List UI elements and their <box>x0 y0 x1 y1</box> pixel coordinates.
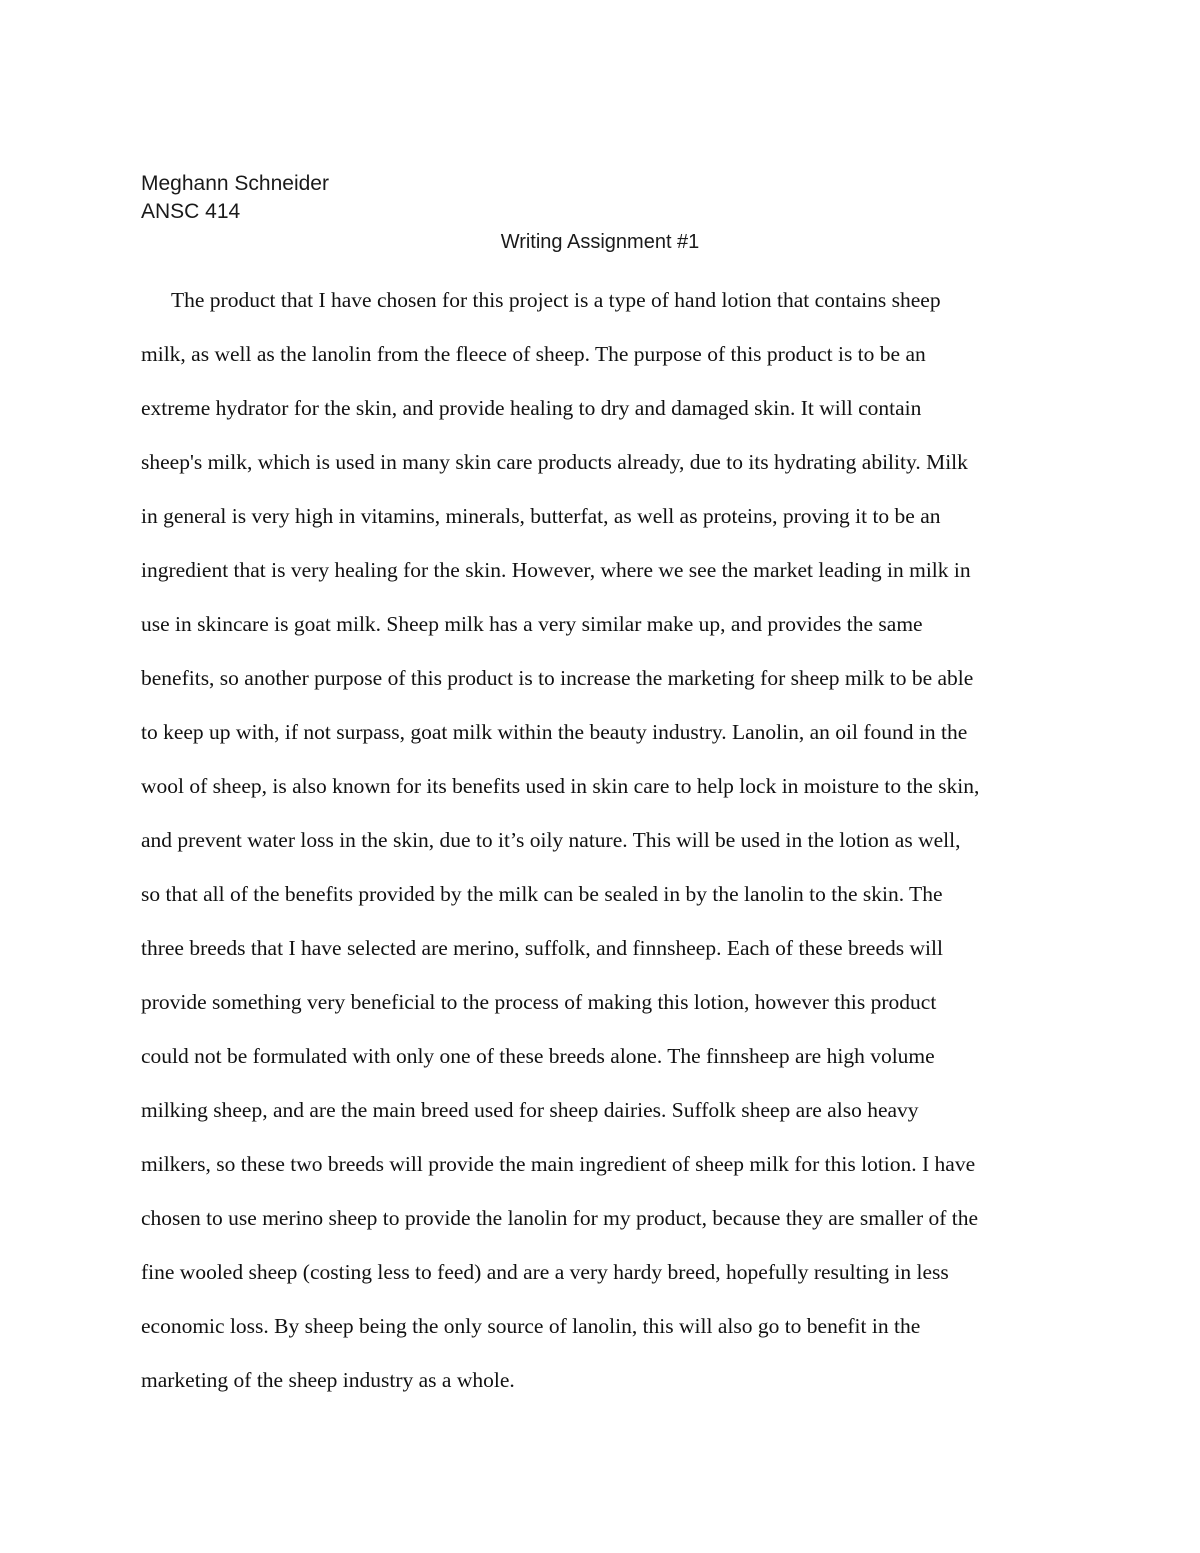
course-code: ANSC 414 <box>141 200 241 223</box>
paragraph-line: milk, as well as the lanolin from the fleece of sheep. The purpose of this product is to be an <box>141 342 926 366</box>
paragraph-line: extreme hydrator for the skin, and provide healing to dry and damaged skin. It will contain <box>141 396 922 420</box>
document-header <box>141 170 329 226</box>
paragraph-line: three breeds that I have selected are merino, suffolk, and finnsheep. Each of these breeds will <box>141 936 943 960</box>
paragraph-line: wool of sheep, is also known for its benefits used in skin care to help lock in moisture to the skin, <box>141 774 980 798</box>
paragraph-line: use in skincare is goat milk. Sheep milk has a very similar make up, and provides the same <box>141 612 923 636</box>
paragraph-line: milking sheep, and are the main breed used for sheep dairies. Suffolk sheep are also heavy <box>141 1098 919 1122</box>
paragraph-line: to keep up with, if not surpass, goat milk within the beauty industry. Lanolin, an oil found in the <box>141 720 968 744</box>
paragraph-line: in general is very high in vitamins, minerals, butterfat, as well as proteins, proving it to be an <box>141 504 941 528</box>
paragraph-line: and prevent water loss in the skin, due to it’s oily nature. This will be used in the lotion as well, <box>141 828 961 852</box>
paragraph-line: could not be formulated with only one of these breeds alone. The finnsheep are high volume <box>141 1044 935 1068</box>
paragraph-line: milkers, so these two breeds will provide the main ingredient of sheep milk for this lotion. I have <box>141 1152 976 1176</box>
paragraph-line: provide something very beneficial to the process of making this lotion, however this product <box>141 990 937 1014</box>
paragraph-line: ingredient that is very healing for the skin. However, where we see the market leading in milk in <box>141 558 971 582</box>
paragraph-line: chosen to use merino sheep to provide the lanolin for my product, because they are smaller of the <box>141 1206 979 1230</box>
paragraph-line: economic loss. By sheep being the only source of lanolin, this will also go to benefit in the <box>141 1314 921 1338</box>
paragraph-line: sheep's milk, which is used in many skin care products already, due to its hydrating ability. Milk <box>141 450 968 474</box>
paragraph-line: The product that I have chosen for this project is a type of hand lotion that contains sheep <box>171 288 941 312</box>
paragraph-line: fine wooled sheep (costing less to feed) and are a very hardy breed, hopefully resulting in less <box>141 1260 949 1284</box>
author-name: Meghann Schneider <box>141 172 329 195</box>
document-title: Writing Assignment #1 <box>500 231 700 253</box>
paragraph-line: so that all of the benefits provided by the milk can be sealed in by the lanolin to the skin. The <box>141 882 943 906</box>
body-paragraph <box>141 286 1071 1420</box>
paragraph-line: benefits, so another purpose of this product is to increase the marketing for sheep milk to be able <box>141 666 974 690</box>
paragraph-line: marketing of the sheep industry as a whole. <box>141 1368 515 1392</box>
